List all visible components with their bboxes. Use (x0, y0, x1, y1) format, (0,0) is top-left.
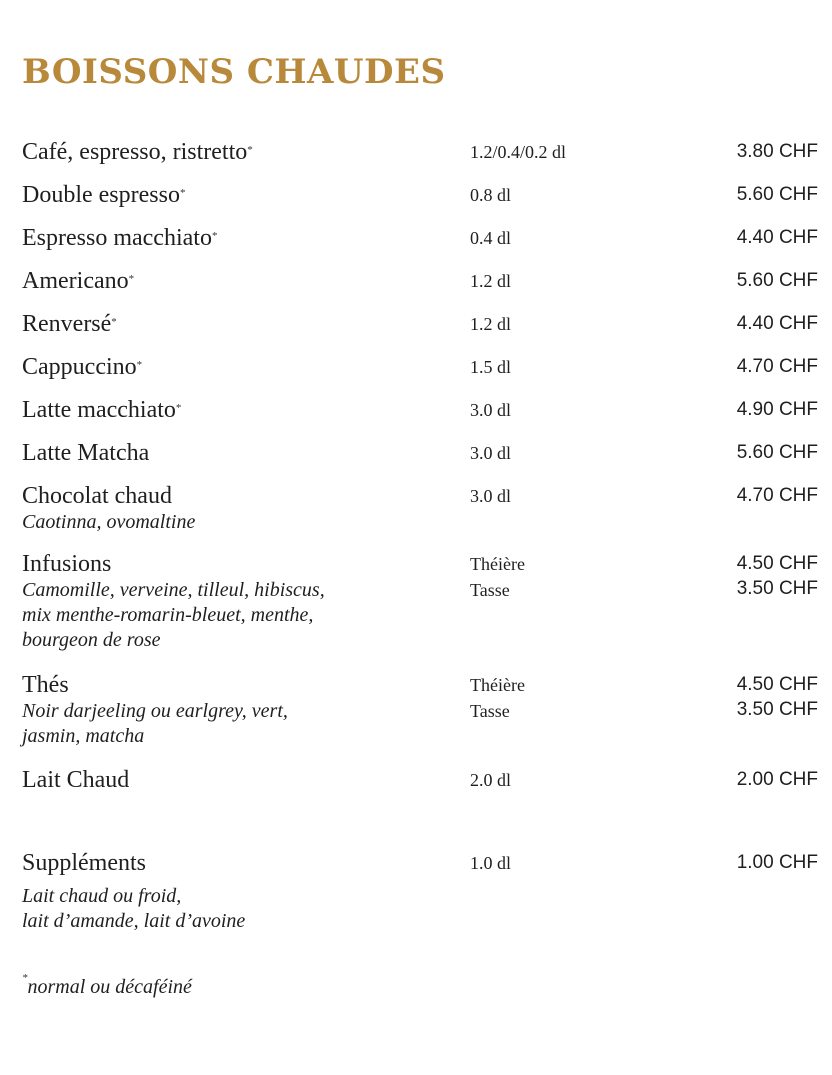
item-name (22, 181, 818, 209)
item-name (22, 310, 818, 338)
item-price: 4.70 CHF (736, 356, 818, 377)
item-price: 4.50 CHF (736, 674, 818, 695)
item-name-text: Suppléments (22, 850, 146, 876)
item-price: 4.40 CHF (736, 313, 818, 334)
item-name-text: Latte Matcha (22, 440, 150, 466)
decaf-star: * (136, 359, 143, 371)
item-volume-secondary: Tasse (470, 701, 510, 721)
menu-item (22, 224, 818, 252)
item-name (22, 849, 818, 877)
item-name (22, 353, 818, 381)
menu-item (22, 849, 818, 934)
footnote-star: * (22, 972, 28, 984)
item-description-line: Noir darjeeling ou earlgrey, vert, (22, 700, 288, 722)
item-name-text: Cappuccino (22, 354, 137, 380)
item-name-text: Lait Chaud (22, 767, 130, 793)
item-volume: 3.0 dl (470, 443, 512, 463)
item-name-text: Chocolat chaud (22, 483, 172, 509)
decaf-star: * (111, 316, 117, 328)
menu-item (22, 267, 818, 295)
item-volume: 1.2/0.4/0.2 dl (470, 142, 567, 162)
footnote (22, 972, 192, 999)
menu-item (22, 181, 818, 209)
decaf-star: * (247, 144, 253, 156)
decaf-star: * (179, 187, 186, 199)
item-volume: Théière (470, 675, 525, 695)
menu-item (22, 766, 818, 794)
item-volume: 2.0 dl (470, 770, 512, 790)
item-volume: 3.0 dl (470, 486, 512, 506)
item-volume: 1.2 dl (470, 314, 512, 334)
item-description-line: Lait chaud ou froid, (22, 885, 182, 907)
menu-item (22, 353, 818, 381)
item-name-text: Double espresso (22, 182, 180, 208)
decaf-star: * (175, 402, 182, 414)
item-description-line: jasmin, matcha (22, 725, 145, 747)
menu-item (22, 671, 818, 749)
menu-item (22, 138, 818, 166)
item-price: 5.60 CHF (736, 184, 818, 205)
menu-item (22, 439, 818, 467)
item-name (22, 482, 818, 510)
item-price: 4.90 CHF (736, 399, 818, 420)
decaf-star: * (128, 273, 135, 285)
item-name-text: Latte macchiato (22, 397, 176, 423)
item-name (22, 267, 818, 295)
item-name-text: Infusions (22, 551, 112, 577)
item-price: 4.50 CHF (736, 553, 818, 574)
item-name-text: Espresso macchiato (22, 225, 212, 251)
item-price: 5.60 CHF (736, 442, 818, 463)
item-price: 3.80 CHF (736, 141, 818, 162)
item-price: 5.60 CHF (736, 270, 818, 291)
item-volume: 3.0 dl (470, 400, 512, 420)
item-name (22, 138, 818, 166)
item-name (22, 224, 818, 252)
menu-item (22, 310, 818, 338)
item-price-secondary: 3.50 CHF (736, 578, 818, 599)
item-volume: 1.0 dl (470, 853, 512, 873)
item-name-text: Renversé (22, 311, 112, 337)
item-name (22, 671, 818, 699)
item-name (22, 550, 818, 578)
item-price: 2.00 CHF (736, 769, 818, 790)
menu-item (22, 550, 818, 653)
item-price: 4.70 CHF (736, 485, 818, 506)
item-description-line: bourgeon de rose (22, 629, 161, 651)
item-name (22, 396, 818, 424)
item-volume: Théière (470, 554, 525, 574)
item-volume-secondary: Tasse (470, 580, 510, 600)
decaf-star: * (211, 230, 218, 242)
item-name (22, 439, 818, 467)
item-name-text: Café, espresso, ristretto (22, 139, 248, 165)
item-description-line: mix menthe-romarin-bleuet, menthe, (22, 604, 314, 626)
item-description-line: lait d’amande, lait d’avoine (22, 910, 246, 932)
item-volume: 0.8 dl (470, 185, 512, 205)
item-description: Caotinna, ovomaltine (22, 511, 196, 533)
item-name-text: Thés (22, 672, 69, 698)
item-volume: 0.4 dl (470, 228, 512, 248)
item-volume: 1.5 dl (470, 357, 512, 377)
item-name-text: Americano (22, 268, 129, 294)
menu-title: BOISSONS CHAUDES (22, 52, 446, 92)
item-description-line: Camomille, verveine, tilleul, hibiscus, (22, 579, 325, 601)
item-volume: 1.2 dl (470, 271, 512, 291)
menu-item (22, 396, 818, 424)
item-price-secondary: 3.50 CHF (736, 699, 818, 720)
menu-item (22, 482, 818, 535)
item-price: 1.00 CHF (736, 852, 818, 873)
footnote-text: normal ou décaféiné (27, 976, 192, 998)
item-price: 4.40 CHF (736, 227, 818, 248)
item-name (22, 766, 818, 794)
